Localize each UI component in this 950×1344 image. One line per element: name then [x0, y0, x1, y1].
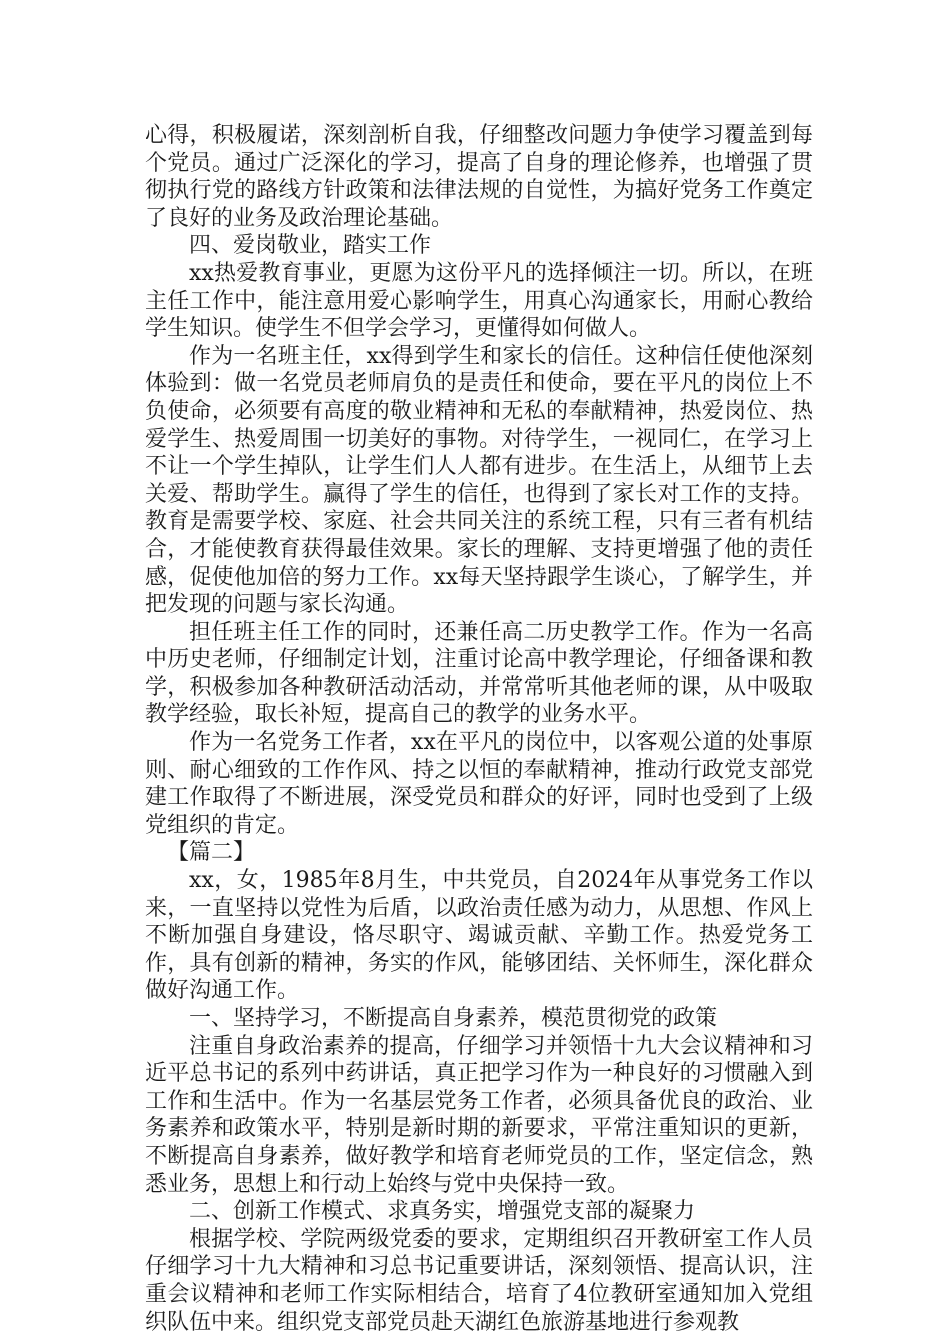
heading-section-one: 一、坚持学习，不断提高自身素养，模范贯彻党的政策 — [189, 1006, 718, 1031]
paragraph-political-literacy: 注重自身政治素养的提高，仔细学习并领悟十九大会议精神和习近平总书记的系列中药讲话，真正把学习作为一种良好的习惯融入到工作和生活中。作为一名基层党务工作者，必须具备优良的政治、业务素养和政策水平，特别是新时期的新要求，平常注重知识的更新，不断提高自身素养，做好教学和培育老师党员的工作，坚定信念，熟悉业务，思想上和行动上始终与党中央保持一致。 — [145, 1033, 813, 1197]
heading-section-four: 四、爱岗敬业，踏实工作 — [189, 233, 432, 259]
paragraph-love-education: xx热爱教育事业，更愿为这份平凡的选择倾注一切。所以，在班主任工作中，能注意用爱心影响学生，用真心沟通家长，用耐心教给学生知识。使学生不但学会学习，更懂得如何做人。 — [145, 260, 813, 342]
paragraph-class-teacher: 作为一名班主任，xx得到学生和家长的信任。这种信任使他深刻体验到：做一名党员老师肩负的是责任和使命，要在平凡的岗位上不负使命，必须要有高度的敬业精神和无私的奉献精神，热爱岗位、热爱学生、热爱周围一切美好的事物。对待学生，一视同仁，在学习上不让一个学生掉队，让学生们人人都有进步。在生活上，从细节上去关爱、帮助学生。赢得了学生的信任，也得到了家长对工作的支持。教育是需要学校、家庭、社会共同关注的系统工程，只有三者有机结合，才能使教育获得最佳效果。家长的理解、支持更增强了他的责任感，促使他加倍的努力工作。xx每天坚持跟学生谈心，了解学生，并把发现的问题与家长沟通。 — [145, 343, 813, 618]
paragraph-history-teaching: 担任班主任工作的同时，还兼任高二历史教学工作。作为一名高中历史老师，仔细制定计划，注重讨论高中教学理论，仔细备课和教学，积极参加各种教研活动活动，并常常听其他老师的课，从中吸取教学经验，取长补短，提高自己的教学的业务水平。 — [145, 619, 813, 728]
paragraph-profile-intro: xx，女，1985年8月生，中共党员，自2024年从事党务工作以来，一直坚持以党性为后盾，以政治责任感为动力，从思想、作风上不断加强自身建设，恪尽职守、竭诚贡献、辛勤工作。热爱党务工作，具有创新的精神，务实的作风，能够团结、关怀师生，深化群众做好沟通工作。 — [145, 868, 813, 1004]
heading-section-two: 二、创新工作模式、求真务实，增强党支部的凝聚力 — [189, 1199, 696, 1225]
document-page — [145, 122, 813, 1336]
paragraph-party-worker: 作为一名党务工作者，xx在平凡的岗位中，以客观公道的处事原则、耐心细致的工作作风、持之以恒的奉献精神，推动行政党支部党建工作取得了不断进展，深受党员和群众的好评，同时也受到了上级党组织的肯定。 — [145, 730, 813, 838]
paragraph-study-summary: 心得，积极履诺，深刻剖析自我，仔细整改问题力争使学习覆盖到每个党员。通过广泛深化的学习，提高了自身的理论修养，也增强了贯彻执行党的路线方针政策和法律法规的自觉性，为搞好党务工作奠定了良好的业务及政治理论基础。 — [145, 123, 813, 231]
section-marker-part-two: 【篇二】 — [167, 840, 256, 866]
paragraph-party-branch-work: 根据学校、学院两级党委的要求，定期组织召开教研室工作人员仔细学习十九大精神和习总书记重要讲话，深刻领悟、提高认识，注重会议精神和老师工作实际相结合，培育了4位教研室通知加入党组织队伍中来。组织党支部党员赴天湖红色旅游基地进行参观教 — [145, 1226, 813, 1335]
